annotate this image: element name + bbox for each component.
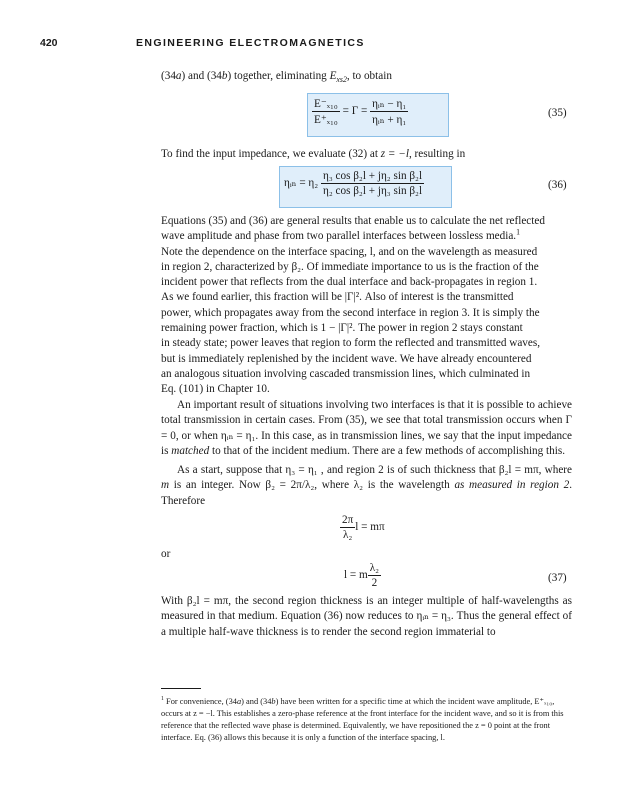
equation-36 [284, 170, 424, 197]
footnote: $^1$ For convenience, (34a) and (34b) have been written for a specific time at which the incident wave amplitude, E⁺ₓ₁₀, occurs at z = −l. This establishes a zero-phase reference at the front interface for the incident wave, and so it is from this reference that the reflected wave phase is determined. Equivalently, we have repositioned the z = 0 point at the front interface. Eq. (36) allows this because it is only a function of the interface spacing, l. [161, 696, 564, 742]
paragraph-2: An important result of situations involving two interfaces is that it is possible to achieve total transmission in certain cases. From (35), we see that total transmission occurs when Γ = 0, or when ηᵢₙ = η₁. In this case, as in transmission lines, we say that the input impedance is matched to that of the incident medium. There are a few methods of accomplishing this. [161, 399, 572, 457]
eq35-rhs-denominator: ηᵢₙ + η₁ [372, 114, 407, 126]
or-word: or [161, 548, 171, 560]
equation-37-number: (37) [548, 572, 567, 584]
equation-35 [312, 97, 408, 126]
eq35-rhs-numerator: ηᵢₙ − η₁ [372, 98, 407, 110]
paragraph-4: With β₂l = mπ, the second region thickness is an integer multiple of half-wavelengths as measured in that medium. Equation (36) now reduces to ηᵢₙ = η₃. Thus the general effect of a multiple half-wave thickness is to render the second region immaterial to [161, 595, 572, 638]
eq35-lhs-denominator: E⁺ₓ₁₀ [314, 114, 338, 126]
equation-37: l = m $\frac{\text{λ₂}}{2}$ [344, 562, 380, 589]
paragraph-1: Equations (35) and (36) are general results that enable us to calculate the net reflected wave amplitude and phase from two parallel interfaces between lossless media.$^1$ Note the dependence on the interface spacing, l, and on the wavelength as measured in region 2, characterized by β₂. Of immediate importance to us is the fraction of the incident power that reflects from the dual interface and back-propagates in region 1. As we found earlier, this fraction will be |Γ|². Also of interest is the transmitted power, which propagates away from the second interface in region 3. It is simply the remaining power fraction, which is 1 − |Γ|². The power in region 2 stays constant in steady state; power leaves that region to form the reflected and transmitted waves, but is immediately replenished by the incident wave. We have already encountered an analogous situation involving cascaded transmission lines, which culminated in Eq. (101) in Chapter 10. [161, 215, 545, 396]
paragraph-3: As a start, suppose that η₃ = η₁ , and region 2 is of such thickness that β₂l = mπ, where m is an integer. Now β₂ = 2π/λ₂, where λ₂ is the wavelength as measured in region 2. Therefore [161, 464, 572, 507]
page-header [40, 37, 365, 49]
footnote-rule [161, 688, 201, 689]
eq36-numerator: η₃ cos β₂l + jη₂ sin β₂l [322, 170, 423, 182]
eq36-lhs: ηᵢₙ = η₂ [284, 177, 319, 190]
equation-35-number: (35) [548, 107, 567, 119]
running-title: ENGINEERING ELECTROMAGNETICS [136, 37, 365, 49]
equation-wavelength-relation: $\frac{2\pi}{\text{λ₂}}$ l = mπ [342, 514, 385, 541]
footnote-marker: 1 [516, 227, 520, 237]
eq36-denominator: η₂ cos β₂l + jη₃ sin β₂l [322, 185, 423, 197]
page-number: 420 [40, 37, 58, 49]
eq35-lhs-numerator: E⁻ₓ₁₀ [314, 98, 338, 110]
equation-36-number: (36) [548, 179, 567, 191]
mid-line: To find the input impedance, we evaluate (32) at z = −l, resulting in [161, 148, 466, 160]
eq35-gamma: = Γ = [342, 105, 368, 118]
intro-line: (34a) and (34b) together, eliminating $E_{xs2}$, to obtain [161, 70, 392, 85]
